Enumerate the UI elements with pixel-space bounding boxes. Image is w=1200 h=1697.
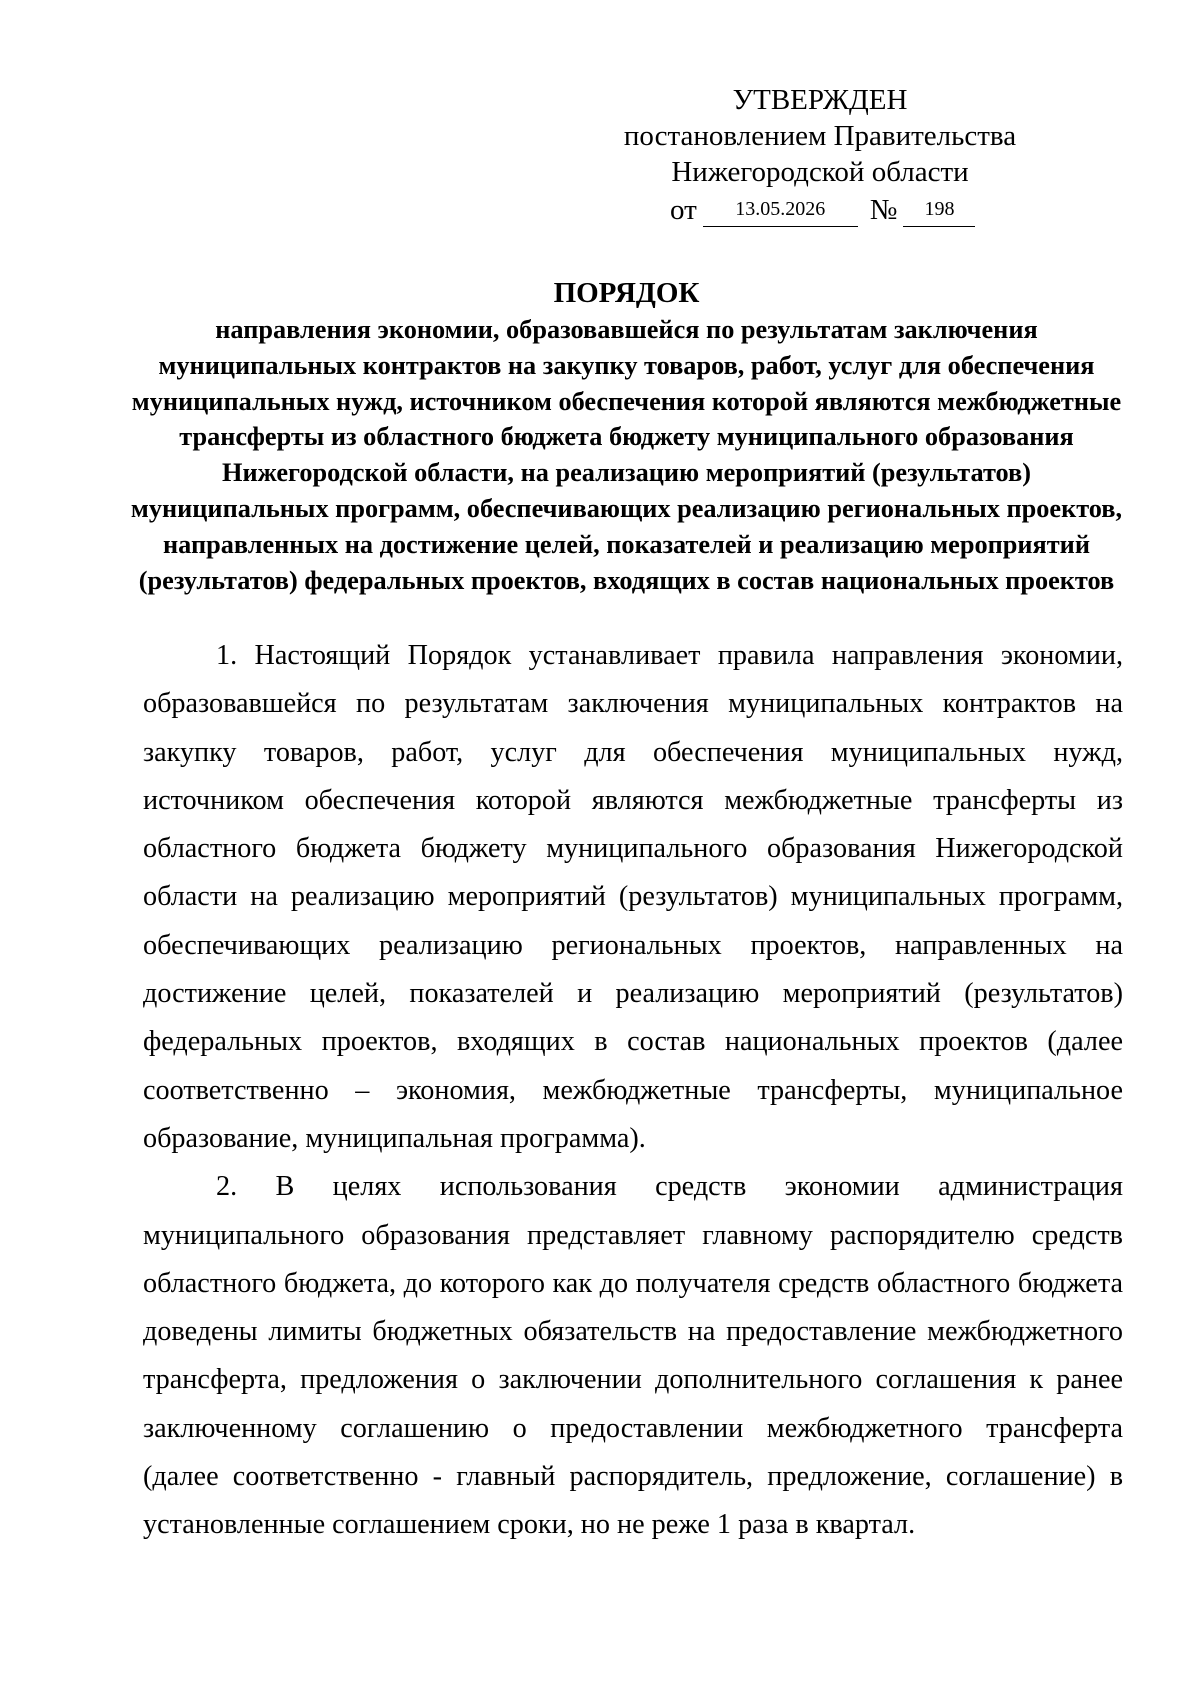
approval-number-sign: №: [869, 194, 898, 226]
approval-region-line: Нижегородской области: [671, 156, 969, 188]
approval-block: [620, 82, 1020, 228]
paragraph-2: 2. В целях использования средств экономии администрация муниципального образования представляет главному распорядителю средств областного бюджета, до которого как до получателя средств областного бюджета доведены лимиты бюджетных обязательств на предоставление межбюджетного трансферта, предложения о заключении дополнительного соглашения к ранее заключенному соглашению о предоставлении межбюджетного трансферта (далее соответственно - главный распорядитель, предложение, соглашение) в установленные соглашением сроки, но не реже 1 раза в квартал.: [143, 1171, 1123, 1541]
paragraph-1: 1. Настоящий Порядок устанавливает правила направления экономии, образовавшейся по результатам заключения муниципальных контрактов на закупку товаров, работ, услуг для обеспечения муниципальных нужд, источником обеспечения которой являются межбюджетные трансферты из областного бюджета бюджету муниципального образования Нижегородской области на реализацию мероприятий (результатов) муниципальных программ, обеспечивающих реализацию региональных проектов, направленных на достижение целей, показателей и реализацию мероприятий (результатов) федеральных проектов, входящих в состав национальных проектов (далее соответственно – экономия, межбюджетные трансферты, муниципальное образование, муниципальная программа).: [143, 640, 1123, 1154]
document-title: [120, 276, 1133, 598]
approval-date-field: [703, 200, 858, 227]
document-body: [143, 632, 1123, 1550]
approval-resolution-line: постановлением Правительства: [623, 120, 1017, 152]
title-subtitle: направления экономии, образовавшейся по результатам заключения муниципальных контрактов на закупку товаров, работ, услуг для обеспечения муниципальных нужд, источником обеспечения которой являются межбюджетные трансферты из областного бюджета бюджету муниципального образования Нижегородской области, на реализацию мероприятий (результатов) муниципальных программ, обеспечивающих реализацию региональных проектов, направленных на достижение целей, показателей и реализацию мероприятий (результатов) федеральных проектов, входящих в состав национальных проектов: [130, 315, 1123, 595]
title-heading: ПОРЯДОК: [553, 277, 700, 309]
approval-date: 13.05.2026: [735, 198, 826, 220]
approval-status: УТВЕРЖДЕН: [732, 84, 908, 116]
approval-date-line: [620, 192, 1020, 228]
approval-from-label: от: [670, 194, 697, 226]
approval-number: 198: [924, 198, 955, 220]
approval-number-field: [903, 200, 975, 227]
